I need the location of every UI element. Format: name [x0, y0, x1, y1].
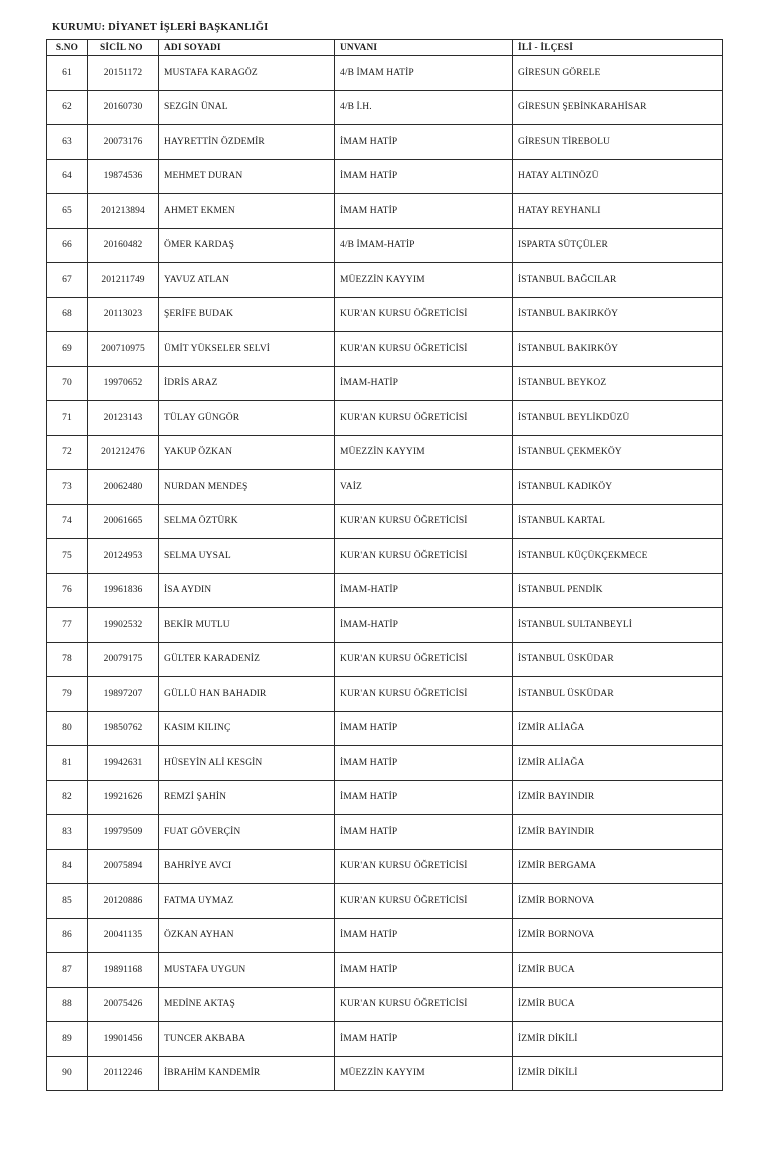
cell-adi-soyadi: İSA AYDIN: [159, 573, 335, 608]
cell-unvani: KUR'AN KURSU ÖĞRETİCİSİ: [335, 987, 513, 1022]
table-row: [47, 366, 723, 401]
table-row: [47, 884, 723, 919]
cell-adi-soyadi: NURDAN MENDEŞ: [159, 470, 335, 505]
cell-adi-soyadi: TUNCER AKBABA: [159, 1022, 335, 1057]
cell-sicil-no: 20073176: [88, 125, 159, 160]
cell-unvani: İMAM HATİP: [335, 194, 513, 229]
cell-sno: 63: [47, 125, 88, 160]
cell-unvani: KUR'AN KURSU ÖĞRETİCİSİ: [335, 849, 513, 884]
cell-sicil-no: 19874536: [88, 159, 159, 194]
cell-adi-soyadi: HAYRETTİN ÖZDEMİR: [159, 125, 335, 160]
cell-sicil-no: 19979509: [88, 815, 159, 850]
table-row: [47, 711, 723, 746]
cell-sicil-no: 201211749: [88, 263, 159, 298]
cell-unvani: İMAM HATİP: [335, 1022, 513, 1057]
cell-sicil-no: 19921626: [88, 780, 159, 815]
cell-adi-soyadi: FUAT GÖVERÇİN: [159, 815, 335, 850]
page-title: KURUMU: DİYANET İŞLERİ BAŞKANLIĞI: [52, 22, 269, 33]
cell-ili-ilcesi: İZMİR BORNOVA: [513, 918, 723, 953]
table-row: [47, 987, 723, 1022]
cell-sicil-no: 19970652: [88, 366, 159, 401]
cell-adi-soyadi: AHMET EKMEN: [159, 194, 335, 229]
cell-sno: 88: [47, 987, 88, 1022]
table-row: [47, 504, 723, 539]
column-header-adi-soyadi: ADI SOYADI: [159, 40, 335, 56]
cell-ili-ilcesi: İSTANBUL BEYKOZ: [513, 366, 723, 401]
cell-ili-ilcesi: ISPARTA SÜTÇÜLER: [513, 228, 723, 263]
table-row: [47, 539, 723, 574]
cell-ili-ilcesi: HATAY ALTINÖZÜ: [513, 159, 723, 194]
table-row: [47, 642, 723, 677]
table-row: [47, 918, 723, 953]
cell-unvani: İMAM HATİP: [335, 815, 513, 850]
cell-sicil-no: 20061665: [88, 504, 159, 539]
cell-sno: 71: [47, 401, 88, 436]
column-header-unvani: UNVANI: [335, 40, 513, 56]
cell-sno: 70: [47, 366, 88, 401]
column-header-ili-ilcesi: İLİ - İLÇESİ: [513, 40, 723, 56]
table-row: [47, 815, 723, 850]
cell-adi-soyadi: MEDİNE AKTAŞ: [159, 987, 335, 1022]
cell-adi-soyadi: FATMA UYMAZ: [159, 884, 335, 919]
cell-sicil-no: 20112246: [88, 1056, 159, 1091]
cell-unvani: VAİZ: [335, 470, 513, 505]
cell-sno: 69: [47, 332, 88, 367]
cell-unvani: İMAM-HATİP: [335, 608, 513, 643]
cell-sicil-no: 19891168: [88, 953, 159, 988]
cell-ili-ilcesi: İSTANBUL KÜÇÜKÇEKMECE: [513, 539, 723, 574]
table-row: [47, 90, 723, 125]
cell-unvani: KUR'AN KURSU ÖĞRETİCİSİ: [335, 677, 513, 712]
cell-adi-soyadi: ÖMER KARDAŞ: [159, 228, 335, 263]
table-row: [47, 470, 723, 505]
cell-adi-soyadi: İBRAHİM KANDEMİR: [159, 1056, 335, 1091]
cell-sicil-no: 19897207: [88, 677, 159, 712]
cell-unvani: İMAM-HATİP: [335, 573, 513, 608]
cell-ili-ilcesi: İZMİR ALİAĞA: [513, 711, 723, 746]
table-row: [47, 1056, 723, 1091]
cell-sicil-no: 19961836: [88, 573, 159, 608]
table-row: [47, 573, 723, 608]
cell-ili-ilcesi: İSTANBUL KADIKÖY: [513, 470, 723, 505]
cell-sicil-no: 20079175: [88, 642, 159, 677]
cell-sicil-no: 20123143: [88, 401, 159, 436]
cell-sicil-no: 20062480: [88, 470, 159, 505]
cell-unvani: KUR'AN KURSU ÖĞRETİCİSİ: [335, 884, 513, 919]
cell-sicil-no: 19850762: [88, 711, 159, 746]
cell-sno: 79: [47, 677, 88, 712]
cell-sno: 85: [47, 884, 88, 919]
cell-sno: 81: [47, 746, 88, 781]
cell-ili-ilcesi: İSTANBUL PENDİK: [513, 573, 723, 608]
cell-sno: 87: [47, 953, 88, 988]
cell-adi-soyadi: MUSTAFA KARAGÖZ: [159, 56, 335, 91]
cell-sno: 84: [47, 849, 88, 884]
cell-ili-ilcesi: İZMİR BORNOVA: [513, 884, 723, 919]
cell-ili-ilcesi: GİRESUN ŞEBİNKARAHİSAR: [513, 90, 723, 125]
table-row: [47, 401, 723, 436]
table-row: [47, 228, 723, 263]
table-row: [47, 159, 723, 194]
table-row: [47, 297, 723, 332]
cell-sicil-no: 20075426: [88, 987, 159, 1022]
cell-sno: 61: [47, 56, 88, 91]
table-row: [47, 746, 723, 781]
cell-adi-soyadi: ÖZKAN AYHAN: [159, 918, 335, 953]
cell-adi-soyadi: SELMA UYSAL: [159, 539, 335, 574]
cell-unvani: KUR'AN KURSU ÖĞRETİCİSİ: [335, 332, 513, 367]
cell-sno: 77: [47, 608, 88, 643]
cell-unvani: İMAM HATİP: [335, 711, 513, 746]
cell-sno: 82: [47, 780, 88, 815]
cell-sicil-no: 19902532: [88, 608, 159, 643]
cell-sicil-no: 20160730: [88, 90, 159, 125]
cell-sno: 83: [47, 815, 88, 850]
cell-sno: 74: [47, 504, 88, 539]
cell-ili-ilcesi: İSTANBUL BAKIRKÖY: [513, 332, 723, 367]
cell-adi-soyadi: REMZİ ŞAHİN: [159, 780, 335, 815]
cell-unvani: İMAM-HATİP: [335, 366, 513, 401]
cell-adi-soyadi: HÜSEYİN ALİ KESGİN: [159, 746, 335, 781]
table-row: [47, 677, 723, 712]
cell-sicil-no: 200710975: [88, 332, 159, 367]
cell-unvani: KUR'AN KURSU ÖĞRETİCİSİ: [335, 504, 513, 539]
table-row: [47, 435, 723, 470]
cell-unvani: İMAM HATİP: [335, 125, 513, 160]
cell-ili-ilcesi: İSTANBUL ÜSKÜDAR: [513, 677, 723, 712]
cell-unvani: İMAM HATİP: [335, 746, 513, 781]
cell-unvani: 4/B İMAM-HATİP: [335, 228, 513, 263]
cell-ili-ilcesi: İZMİR BUCA: [513, 953, 723, 988]
cell-sno: 75: [47, 539, 88, 574]
cell-sicil-no: 20160482: [88, 228, 159, 263]
cell-ili-ilcesi: İSTANBUL ÜSKÜDAR: [513, 642, 723, 677]
cell-sno: 72: [47, 435, 88, 470]
table-row: [47, 263, 723, 298]
table-row: [47, 194, 723, 229]
cell-ili-ilcesi: İZMİR BUCA: [513, 987, 723, 1022]
cell-adi-soyadi: SEZGİN ÜNAL: [159, 90, 335, 125]
cell-unvani: MÜEZZİN KAYYIM: [335, 1056, 513, 1091]
cell-adi-soyadi: İDRİS ARAZ: [159, 366, 335, 401]
cell-unvani: İMAM HATİP: [335, 159, 513, 194]
cell-adi-soyadi: KASIM KILINÇ: [159, 711, 335, 746]
personnel-table: [46, 39, 723, 1091]
cell-sno: 64: [47, 159, 88, 194]
table-row: [47, 125, 723, 160]
cell-sicil-no: 201212476: [88, 435, 159, 470]
cell-sno: 65: [47, 194, 88, 229]
cell-ili-ilcesi: İSTANBUL BAĞCILAR: [513, 263, 723, 298]
cell-sno: 68: [47, 297, 88, 332]
cell-ili-ilcesi: İSTANBUL ÇEKMEKÖY: [513, 435, 723, 470]
cell-adi-soyadi: YAKUP ÖZKAN: [159, 435, 335, 470]
cell-sicil-no: 20113023: [88, 297, 159, 332]
cell-ili-ilcesi: İZMİR ALİAĞA: [513, 746, 723, 781]
table-row: [47, 780, 723, 815]
cell-ili-ilcesi: İZMİR BAYINDIR: [513, 815, 723, 850]
table-body: [47, 56, 723, 1091]
cell-ili-ilcesi: İSTANBUL KARTAL: [513, 504, 723, 539]
cell-adi-soyadi: SELMA ÖZTÜRK: [159, 504, 335, 539]
table-header-row: [47, 40, 723, 56]
cell-adi-soyadi: BAHRİYE AVCI: [159, 849, 335, 884]
cell-adi-soyadi: GÜLLÜ HAN BAHADIR: [159, 677, 335, 712]
column-header-sicil-no: SİCİL NO: [88, 40, 159, 56]
cell-adi-soyadi: YAVUZ ATLAN: [159, 263, 335, 298]
cell-unvani: KUR'AN KURSU ÖĞRETİCİSİ: [335, 539, 513, 574]
cell-ili-ilcesi: İSTANBUL BAKIRKÖY: [513, 297, 723, 332]
cell-sno: 90: [47, 1056, 88, 1091]
cell-sicil-no: 19901456: [88, 1022, 159, 1057]
cell-adi-soyadi: MUSTAFA UYGUN: [159, 953, 335, 988]
cell-sno: 86: [47, 918, 88, 953]
cell-sno: 66: [47, 228, 88, 263]
table-row: [47, 1022, 723, 1057]
cell-unvani: KUR'AN KURSU ÖĞRETİCİSİ: [335, 401, 513, 436]
cell-ili-ilcesi: GİRESUN GÖRELE: [513, 56, 723, 91]
cell-ili-ilcesi: İSTANBUL SULTANBEYLİ: [513, 608, 723, 643]
table-row: [47, 56, 723, 91]
cell-ili-ilcesi: İZMİR DİKİLİ: [513, 1056, 723, 1091]
cell-ili-ilcesi: HATAY REYHANLI: [513, 194, 723, 229]
cell-unvani: MÜEZZİN KAYYIM: [335, 263, 513, 298]
cell-sno: 76: [47, 573, 88, 608]
cell-sicil-no: 20075894: [88, 849, 159, 884]
table-row: [47, 953, 723, 988]
cell-adi-soyadi: BEKİR MUTLU: [159, 608, 335, 643]
cell-sicil-no: 20124953: [88, 539, 159, 574]
cell-sno: 73: [47, 470, 88, 505]
table-row: [47, 332, 723, 367]
table-row: [47, 608, 723, 643]
cell-adi-soyadi: TÜLAY GÜNGÖR: [159, 401, 335, 436]
cell-ili-ilcesi: İZMİR DİKİLİ: [513, 1022, 723, 1057]
cell-adi-soyadi: ŞERİFE BUDAK: [159, 297, 335, 332]
cell-ili-ilcesi: İZMİR BAYINDIR: [513, 780, 723, 815]
cell-ili-ilcesi: İZMİR BERGAMA: [513, 849, 723, 884]
cell-adi-soyadi: ÜMİT YÜKSELER SELVİ: [159, 332, 335, 367]
cell-sicil-no: 201213894: [88, 194, 159, 229]
cell-unvani: İMAM HATİP: [335, 918, 513, 953]
cell-unvani: KUR'AN KURSU ÖĞRETİCİSİ: [335, 642, 513, 677]
cell-sno: 67: [47, 263, 88, 298]
column-header-sno: S.NO: [47, 40, 88, 56]
cell-sno: 80: [47, 711, 88, 746]
cell-sicil-no: 20151172: [88, 56, 159, 91]
cell-adi-soyadi: MEHMET DURAN: [159, 159, 335, 194]
cell-sno: 89: [47, 1022, 88, 1057]
cell-sno: 78: [47, 642, 88, 677]
cell-unvani: 4/B İMAM HATİP: [335, 56, 513, 91]
cell-ili-ilcesi: İSTANBUL BEYLİKDÜZÜ: [513, 401, 723, 436]
cell-ili-ilcesi: GİRESUN TİREBOLU: [513, 125, 723, 160]
cell-adi-soyadi: GÜLTER KARADENİZ: [159, 642, 335, 677]
cell-sicil-no: 20041135: [88, 918, 159, 953]
table-header: [47, 40, 723, 56]
cell-unvani: KUR'AN KURSU ÖĞRETİCİSİ: [335, 297, 513, 332]
cell-sicil-no: 19942631: [88, 746, 159, 781]
cell-sno: 62: [47, 90, 88, 125]
table-row: [47, 849, 723, 884]
cell-unvani: MÜEZZİN KAYYIM: [335, 435, 513, 470]
cell-sicil-no: 20120886: [88, 884, 159, 919]
cell-unvani: İMAM HATİP: [335, 780, 513, 815]
cell-unvani: İMAM HATİP: [335, 953, 513, 988]
cell-unvani: 4/B İ.H.: [335, 90, 513, 125]
